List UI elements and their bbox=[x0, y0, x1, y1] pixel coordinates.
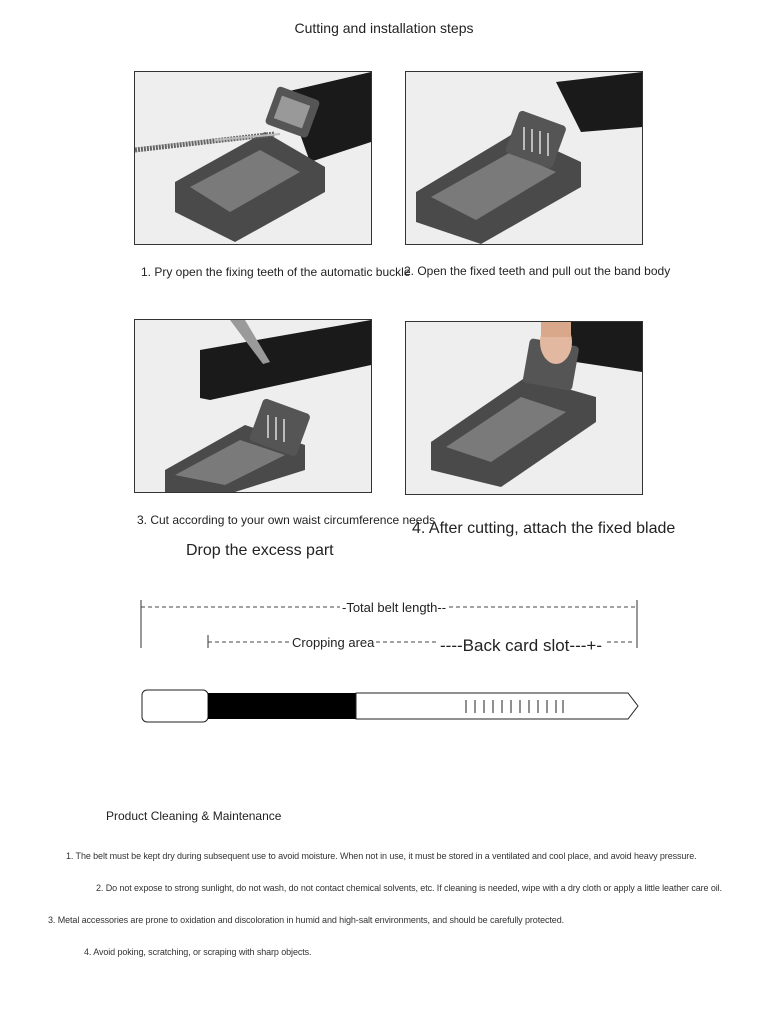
back-card-slot-label: ----Back card slot---+- bbox=[440, 636, 602, 655]
cropping-area-label: Cropping area bbox=[292, 635, 375, 650]
step-1-photo bbox=[134, 71, 372, 245]
belt-strap-shape bbox=[356, 693, 638, 719]
step-1-caption: 1. Pry open the fixing teeth of the automatic buckle bbox=[141, 265, 411, 279]
maintenance-item-4: 4. Avoid poking, scratching, or scraping with sharp objects. bbox=[84, 947, 312, 957]
page-title: Cutting and installation steps bbox=[294, 20, 474, 36]
step-3-photo bbox=[134, 319, 372, 493]
maintenance-title: Product Cleaning & Maintenance bbox=[106, 809, 282, 823]
belt-buckle-shape bbox=[142, 690, 208, 722]
step-4-photo bbox=[405, 321, 643, 495]
drop-excess-label: Drop the excess part bbox=[186, 542, 334, 559]
step-4-caption: 4. After cutting, attach the fixed blade bbox=[412, 520, 676, 537]
step-2-photo bbox=[405, 71, 643, 245]
step-3-caption: 3. Cut according to your own waist circumference needs bbox=[137, 513, 436, 527]
total-length-label: -Total belt length-- bbox=[342, 600, 447, 615]
maintenance-item-2: 2. Do not expose to strong sunlight, do not wash, do not contact chemical solvents, etc. If cleaning is needed, wipe with a dry cloth or apply a little leather care oil. bbox=[96, 883, 722, 893]
belt-crop-section bbox=[208, 693, 356, 719]
maintenance-item-1: 1. The belt must be kept dry during subsequent use to avoid moisture. When not in use, it must be stored in a ventilated and cool place, and avoid heavy pressure. bbox=[66, 851, 697, 861]
step-2-caption: 2. Open the fixed teeth and pull out the band body bbox=[404, 264, 671, 278]
maintenance-item-3: 3. Metal accessories are prone to oxidation and discoloration in humid and high-salt environments, and should be carefully protected. bbox=[48, 915, 565, 925]
